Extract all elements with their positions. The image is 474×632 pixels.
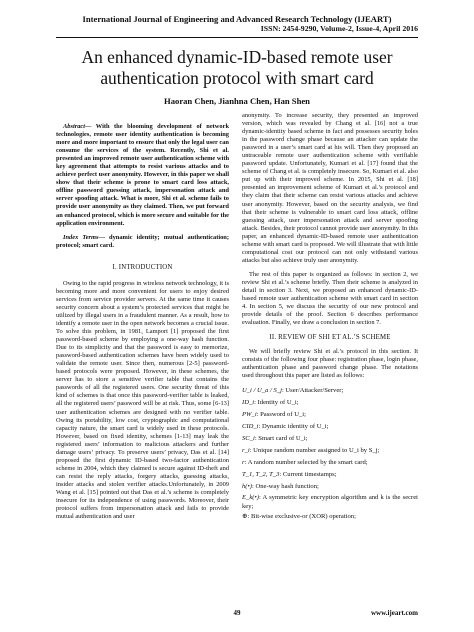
notation-list xyxy=(242,385,418,522)
notation-symbol: ⊕ xyxy=(242,512,248,520)
journal-header xyxy=(0,14,474,33)
notation-symbol: CID_i xyxy=(242,423,259,431)
notation-desc: : One-way hash function; xyxy=(252,482,319,490)
intro-paragraph: Owing to the rapid progress in wireless network technology, it is becoming more and more convenient for users to enjoy desired services from service provider servers. At the same time it causes security concern about a system’s protected services that might be utilized by illegal users in a fraudulent manner. As a result, how to identify a remote user in the open network becomes a crucial issue. To solve this problem, in 1981, Lamport [1] proposed the first password-based scheme by employing a one-way hash function. Due to its simplicity and that the password is easy to memorize, password-based authentication schemes have been widely used to validate the remote user. Since then, numerous [2-5] password-based protocols were proposed. However, in these schemes, the server has to store a sensitive verifier table that contains the passwords of all the registered users. One security threat of this kind of schemes is that once this password-verifier table is leaked, all the registered users’ password will be at risk. Thus, some [6-13] user authentication schemes are designed with no verifier table. Owing its portability, low cost, cryptographic and computational capacity nature, the smart card is widely used in these protocols. However, based on fixed identity, schemes [1-13] may leak the registered users’ information to malicious attackers and further damage users’ privacy. To preserve users’ privacy, Das et al. [14] proposed the first dynamic ID-based two-factor authentication scheme in 2004, which they claimed is secure against ID-theft and can resist the reply attacks, forgery attacks, guessing attacks, insider attacks and stolen verifier attacks.Unfortunately, in 2009 Wang et al. [15] pointed out that Das et al.’s scheme is completely insecure for its independence of using passwords. Moreover, their protocol suffers from impersonation attack and fails to provide mutual authentication and user xyxy=(56,279,229,521)
intro-paragraph-continued: anonymity. To increase security, they presented an improved version, which was revealed by Chang et al. [16] not a true dynamic-identity based scheme in fact and possesses security holes in the password change phase because an attacker can update the password in a user’s smart card at his will. Then they proposed an untraceable remote user authentication scheme with verifiable password update. Unfortunately, Kumari et al. [17] found that the scheme of Chang et al. is completely insecure. So, Kumari et al. also put up with their improved scheme. In 2015, Shi et al. [18] presented an improvement scheme of Kumari et al.’s protocol and they claim that their scheme can resist various attacks and achieve user anonymity. However, based on the security analysis, we find that their scheme is vulnerable to smart card loss attack, offline guessing attack, user impersonation attack and server spoofing attack. Besides, their protocol cannot provide user anonymity. In this paper, an enhanced dynamic-ID-based remote user authentication scheme with smart card is proposed. We will illustrate that with little computational cost our protocol can not only withstand various attacks but also achieve truly user anonymity. xyxy=(242,112,418,264)
authors: Haoran Chen, Jianhna Chen, Han Shen xyxy=(164,96,310,106)
notation-item xyxy=(242,397,418,409)
right-column xyxy=(242,112,418,523)
notation-desc: : A random number selected by the smart card; xyxy=(244,458,368,466)
notation-desc: : Current timestamps; xyxy=(279,470,337,478)
abstract-text: — With the blooming development of network technologies, remote user identity authentication is becoming more and more important to ensure that only the legal user can consume the services of the system. Recently, Shi et al. presented an improved remote user authentication scheme with key agreement that attempts to resist various attacks and to achieve perfect user anonymity. However, in this paper we shall show that their scheme is prone to smart card loss attack, offline password guessing attack, impersonation attack and server spoofing attack. What is more, Shi et al. scheme fails to provide user anonymity as they claimed. Then, we put forward an enhanced protocol, which is more secure and suitable for the application environment. xyxy=(56,123,229,227)
paper-title: An enhanced dynamic-ID-based remote user authentication protocol with smart card xyxy=(81,47,393,88)
notation-item xyxy=(242,493,418,511)
notation-desc: : Unique random number assigned to U_i by S_j; xyxy=(249,446,380,454)
index-terms-label: Index Terms xyxy=(63,233,99,241)
section-heading-introduction: I. INTRODUCTION xyxy=(112,263,173,271)
notation-symbol: r xyxy=(242,458,245,466)
notation-item xyxy=(242,433,418,445)
notation-desc: : A symmetric key encryption algorithm and k is the secret key; xyxy=(242,493,418,510)
notation-symbol: U_i / U_a / S_j xyxy=(242,387,282,395)
notation-symbol: h(•) xyxy=(242,482,252,490)
notation-item xyxy=(242,445,418,457)
notation-item xyxy=(242,481,418,493)
notation-desc: : Identity of U_i; xyxy=(254,399,299,407)
review-paragraph: We will briefly review Shi et al.’s protocol in this section. It consists of the following four phase: registration phase, login phase, authentication phase and password change phase. The notations used throughout this paper are listed as follows: xyxy=(242,348,418,380)
notation-symbol: r_i xyxy=(242,446,250,454)
notation-desc: : Dynamic identity of U_i; xyxy=(258,423,329,431)
notation-item xyxy=(242,385,418,397)
notation-symbol: T_1, T_2, T_3 xyxy=(242,470,280,478)
left-column xyxy=(56,123,229,521)
notation-symbol: E_k(•) xyxy=(242,493,259,501)
notation-symbol: SC_i xyxy=(242,435,255,443)
section-heading-review: II. REVIEW OF SHI ET AL.’S SCHEME xyxy=(269,334,391,342)
journal-website: www.ijeart.com xyxy=(370,609,418,617)
notation-symbol: ID_i xyxy=(242,399,255,407)
organization-paragraph: The rest of this paper is organized as follows: in section 2, we review Shi et al.’s scheme briefly. Then their scheme is analyzed in detail in section 3. Next, we proposed an enhanced dynamic-ID-based remote user authentication scheme with smart card in section 4. In section 5, we discuss the security of our new protocol and provide details of the proof. Section 6 describes performance evaluation. Finally, we draw a conclusion in section 7. xyxy=(242,270,418,327)
notation-desc: : Bit-wise exclusive-or (XOR) operation; xyxy=(247,512,356,520)
abstract-label: Abstract xyxy=(63,123,86,130)
abstract xyxy=(56,123,229,228)
notation-item xyxy=(242,457,418,469)
notation-item xyxy=(242,409,418,421)
journal-name: International Journal of Engineering and Advanced Research Technology (IJEART) xyxy=(82,14,392,24)
header-rule xyxy=(56,37,418,38)
notation-desc: : Password of U_i; xyxy=(256,411,306,419)
notation-desc: : User/Attacker/Server; xyxy=(281,387,344,395)
notation-desc: : Smart card of U_i; xyxy=(254,435,308,443)
index-terms xyxy=(56,234,229,250)
issn-line: ISSN: 2454-9290, Volume-2, Issue-4, April 2016 xyxy=(260,24,418,33)
index-terms-text: — dynamic identity; mutual authentication; protocol; smart card. xyxy=(56,233,229,249)
notation-item xyxy=(242,469,418,481)
notation-symbol: PW_i xyxy=(242,411,257,419)
page-number: 49 xyxy=(233,609,241,617)
notation-item xyxy=(242,511,418,523)
notation-item xyxy=(242,421,418,433)
